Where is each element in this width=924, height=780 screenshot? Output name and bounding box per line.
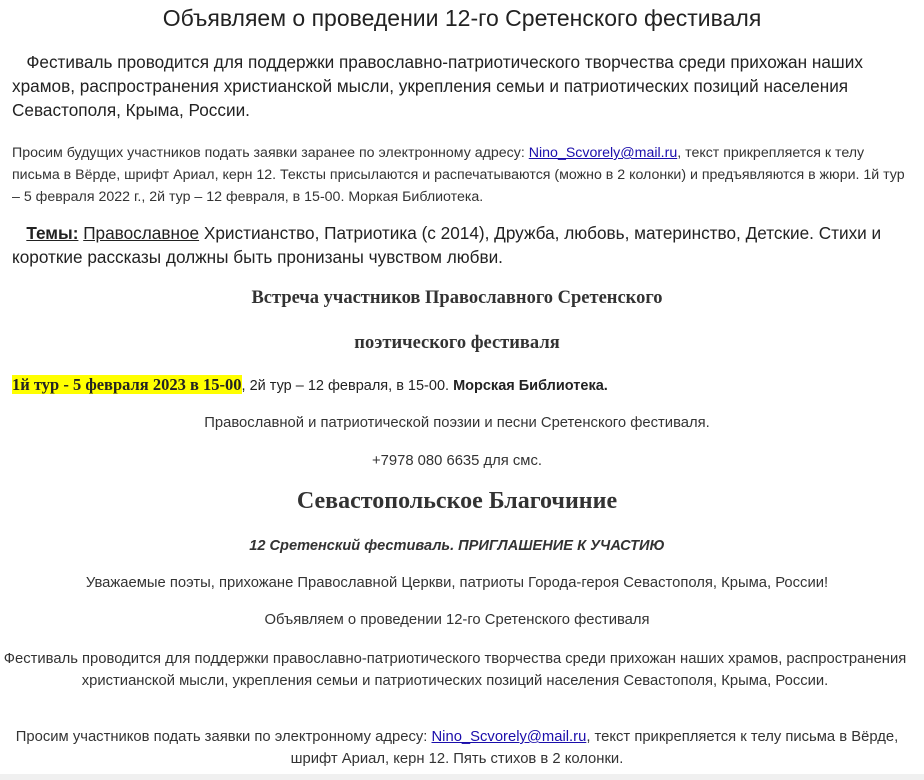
meeting-heading-line1: Встреча участников Православного Сретенского xyxy=(251,288,663,308)
bottom-strip xyxy=(0,774,924,780)
tour-middle: , 2й тур – 12 февраля, в 15-00. xyxy=(241,378,454,394)
submission-paragraph xyxy=(0,726,914,770)
email-link[interactable]: Nino_Scvorely@mail.ru xyxy=(528,145,678,161)
page-title: Объявляем о проведении 12-го Сретенского фестиваля xyxy=(162,5,762,31)
themes-rest: Христианство, Патриотика (с 2014), Дружба, любовь, материнство, Детские. Стихи и короткие рассказы должны быть пронизаны чувством любви. xyxy=(12,223,882,267)
tour-schedule xyxy=(12,375,912,396)
tour-library: Морская Библиотека. xyxy=(453,378,608,394)
phone-line: +7978 080 6635 для смс. xyxy=(372,453,542,469)
intro-text: Фестиваль проводится для поддержки православно-патриотического творчества среди прихожан наших храмов, распространения христианской мысли, укрепления семьи и патриотических позиций населения Севастополя, Крыма, России. xyxy=(12,52,863,120)
themes-label: Темы: xyxy=(26,223,79,243)
intro-paragraph xyxy=(12,50,907,122)
greeting-line: Уважаемые поэты, прихожане Православной Церкви, патриоты Города-героя Севастополя, Крыма, России! xyxy=(85,575,829,591)
submission-text-before: Просим участников подать заявки по электронному адресу: xyxy=(15,729,432,745)
invitation-line: 12 Сретенский фестиваль. ПРИГЛАШЕНИЕ К УЧАСТИЮ xyxy=(249,538,665,554)
submission-text-after: , текст прикрепляется к телу письма в Вёрде, шрифт Ариал, керн 12. Пять стихов в 2 колонки. xyxy=(290,729,899,767)
application-text-after: , текст прикрепляется к телу письма в Вёрде, шрифт Ариал, керн 12. Тексты присылаются и распечатываются (можно в 2 колонки) и предъявляются в жюри. 1й тур – 5 февраля 2022 г., 2й тур – 12 февраля, в 15-00. Моркая Библиотека. xyxy=(12,145,905,205)
announce-line: Объявляем о проведении 12-го Сретенского фестиваля xyxy=(264,612,650,628)
themes-paragraph xyxy=(12,221,907,269)
festival-paragraph: Фестиваль проводится для поддержки православно-патриотического творчества среди прихожан наших храмов, распространения христианской мысли, укрепления семьи и патриотических позиций населения Севастополя, Крыма, России. xyxy=(3,651,907,689)
tour-highlight: 1й тур - 5 февраля 2023 в 15-00 xyxy=(12,375,242,394)
email-link-2[interactable]: Nino_Scvorely@mail.ru xyxy=(431,729,587,745)
application-text-before: Просим будущих участников подать заявки заранее по электронному адресу: xyxy=(12,145,529,161)
section-heading: Севастопольское Благочиние xyxy=(296,488,618,514)
meeting-heading-line2: поэтического фестиваля xyxy=(354,333,560,353)
poetry-line: Православной и патриотической поэзии и песни Сретенского фестиваля. xyxy=(204,415,710,431)
themes-orthodox: Православное xyxy=(83,223,200,243)
application-paragraph xyxy=(12,142,907,208)
